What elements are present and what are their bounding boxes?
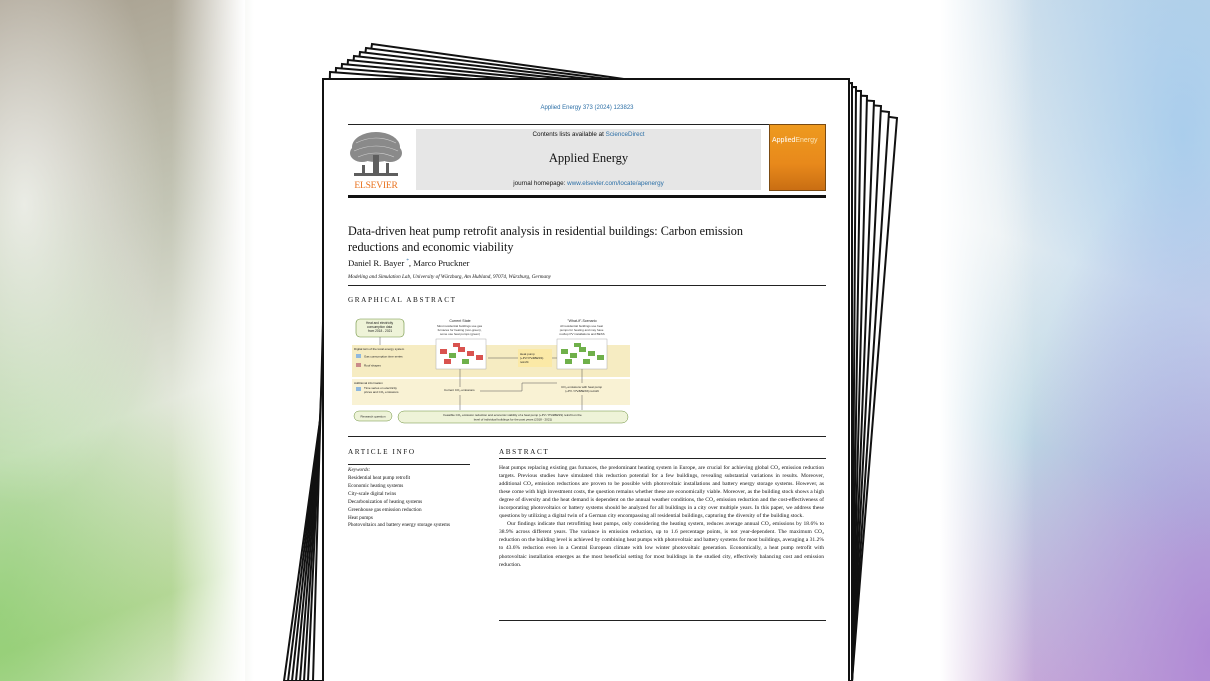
keywords-label: Keywords:: [348, 467, 371, 473]
ga-retrofit-line: Heat pump: [520, 352, 535, 356]
ga-divider: [348, 436, 826, 437]
cover-word-energy: Energy: [795, 137, 818, 144]
keyword: City-scale digital twins: [348, 490, 397, 497]
svg-text:CO₂ emissions with heat pump: [561, 385, 603, 393]
ga-current-line: some use heat pumps (green): [439, 332, 481, 336]
ga-current-line: Most residential buildings use gas: [437, 324, 483, 328]
svg-text:Time series on electricity: [364, 386, 399, 394]
sciencedirect-link[interactable]: ScienceDirect: [605, 131, 645, 138]
abstract-divider: [499, 458, 826, 459]
graphical-abstract-figure: [352, 317, 630, 429]
keyword: Decarbonization of heating systems: [348, 498, 423, 505]
ga-price-icon: [356, 387, 361, 391]
article-info-divider: [348, 464, 470, 465]
ga-whatif-line: pumps for heating and may have: [559, 328, 604, 332]
ga-research-question: Research question: [360, 414, 386, 419]
svg-text:All residential buildings use: [559, 324, 604, 336]
paper-title: Data-driven heat pump retrofit analysis in residential buildings: Carbon emission reductions and economic viability: [348, 224, 743, 254]
abstract-heading: ABSTRACT: [499, 448, 550, 456]
abstract-end-divider: [499, 620, 826, 621]
publisher-wordmark: ELSEVIER: [354, 181, 398, 191]
journal-masthead: [416, 129, 761, 190]
paper-first-page: [340, 95, 834, 681]
ga-whatif-title: "What-if"-Scenario: [567, 319, 597, 323]
ga-series-icon: [356, 354, 361, 358]
cover-word-applied: Applied: [772, 137, 796, 144]
journal-title: Applied Energy: [548, 151, 629, 165]
homepage-line: [416, 180, 761, 187]
ga-hp-emissions-line: (+PV / PV&BESS) retrofit: [565, 389, 599, 393]
ga-digital-twin: Digital twin of the local energy system: [354, 347, 405, 351]
contents-prefix: Contents lists available at: [532, 131, 606, 138]
abstract-paragraph-1: Heat pumps replacing existing gas furnaces, the predominant heating system in Europe, are crucial for achieving global CO₂ emission reduction targets. Previous studies have simulated this reduction potential for a few buildings, revealing substantial variations in results. Moreover, additional CO₂ emission reductions are proven to be possible with photovoltaic installations and battery energy storage systems. However, as these come with high investment costs, the question remains whether these are economically viable. Moreover, as the building stock shows a high degree of diversity and the heat demand is dependent on the annual weather conditions, the CO₂ emission reduction and the cost-effectiveness of incorporating photovoltaics or battery systems should be analyzed for all buildings in a city over multiple years. In this paper, we address these questions by utilizing a digital twin of a German city encompassing all residential buildings, capturing the diversity of the building stock.: [499, 465, 824, 520]
ga-rq-line: Feasible CO₂ emission reduction and economic viability of a heat pump (+PV / PV&BESS) retrofit on the: [443, 413, 582, 417]
journal-homepage-link[interactable]: www.elsevier.com/locate/apenergy: [567, 180, 664, 187]
ga-current-line: furnaces for heating (non-green),: [437, 328, 482, 332]
ga-retrofit-line: retrofit: [520, 360, 529, 364]
cover-title: [772, 137, 825, 144]
author-bayer[interactable]: Daniel R. Bayer: [348, 258, 405, 268]
masthead-divider: [348, 195, 826, 198]
ga-data-line: consumption data: [366, 325, 393, 329]
author-list: [348, 258, 469, 268]
contents-line: [416, 131, 761, 138]
abstract-text: [499, 464, 824, 569]
ga-rq-line: level of individual buildings for the past years (2018 - 2021): [473, 417, 553, 422]
corresponding-author-mark[interactable]: *: [406, 259, 409, 265]
journal-reference[interactable]: Applied Energy 373 (2024) 123823: [540, 105, 634, 111]
ga-time-series-line: Time series on electricity: [364, 386, 397, 390]
ga-roof-icon: [356, 363, 361, 367]
keyword: Economic heating systems: [348, 482, 404, 489]
keyword: Residential heat pump retrofit: [348, 475, 411, 481]
header-divider: [348, 124, 826, 125]
keyword: Photovoltaics and battery energy storage systems: [348, 522, 451, 529]
keyword-list: [348, 475, 468, 530]
ga-hp-emissions-line: CO₂ emissions with heat pump: [561, 385, 603, 389]
ga-gas-series: Gas consumption time series: [364, 354, 403, 359]
ga-whatif-line: rooftop PV installations and BESS: [559, 332, 605, 336]
svg-text:Heat and electricity con: [366, 321, 394, 333]
graphical-abstract-heading: GRAPHICAL ABSTRACT: [348, 296, 457, 304]
svg-text:Most residential buildings use: [437, 324, 483, 336]
ga-retrofit-line: (+PV/ PV&BESS): [520, 356, 544, 360]
ga-whatif-line: All residential buildings use heat: [560, 324, 604, 328]
ga-current-emissions: Current CO₂ emissions: [444, 388, 475, 392]
homepage-prefix: journal homepage:: [513, 180, 568, 187]
title-divider: [348, 285, 826, 286]
author-pruckner[interactable]: , Marco Pruckner: [408, 258, 470, 268]
affiliation: Modeling and Simulation Lab, University of Würzburg, Am Hubland, 97074, Würzburg, Germany: [348, 274, 551, 280]
ga-time-series-line: prices and CO₂ emissions: [364, 390, 399, 394]
ga-roof-shapes: Roof shapes: [364, 363, 381, 368]
ga-data-line: Heat and electricity: [366, 321, 394, 325]
keyword: Heat pumps: [348, 514, 373, 521]
abstract-paragraph-2: Our findings indicate that retrofitting heat pumps, only considering the heating system, reduces average annual CO₂ emissions by 18.6% to 38.9% across different years. The variance in emission reduction, up to 1.6 percentage points, is not year-dependent. The maximum CO₂ reduction on the building level is achieved by combining heat pumps with photovoltaic and battery systems for most buildings, averaging a 31.2% to 43.6% reduction even in a Central European climate with low winter photovoltaic generation. Economically, a heat pump retrofit with photovoltaic installation emerges as the most beneficial setting for most buildings in the studied city, effectively balancing cost and emission reduction.: [499, 521, 824, 568]
keyword: Greenhouse gas emission reduction: [348, 506, 422, 513]
journal-cover-thumbnail[interactable]: [769, 124, 826, 191]
ga-data-line: from 2018 - 2021: [367, 329, 393, 333]
ga-current-title: Current State: [449, 319, 471, 323]
ga-additional-info: Additional information: [354, 381, 383, 385]
article-info-heading: ARTICLE INFO: [348, 448, 416, 456]
